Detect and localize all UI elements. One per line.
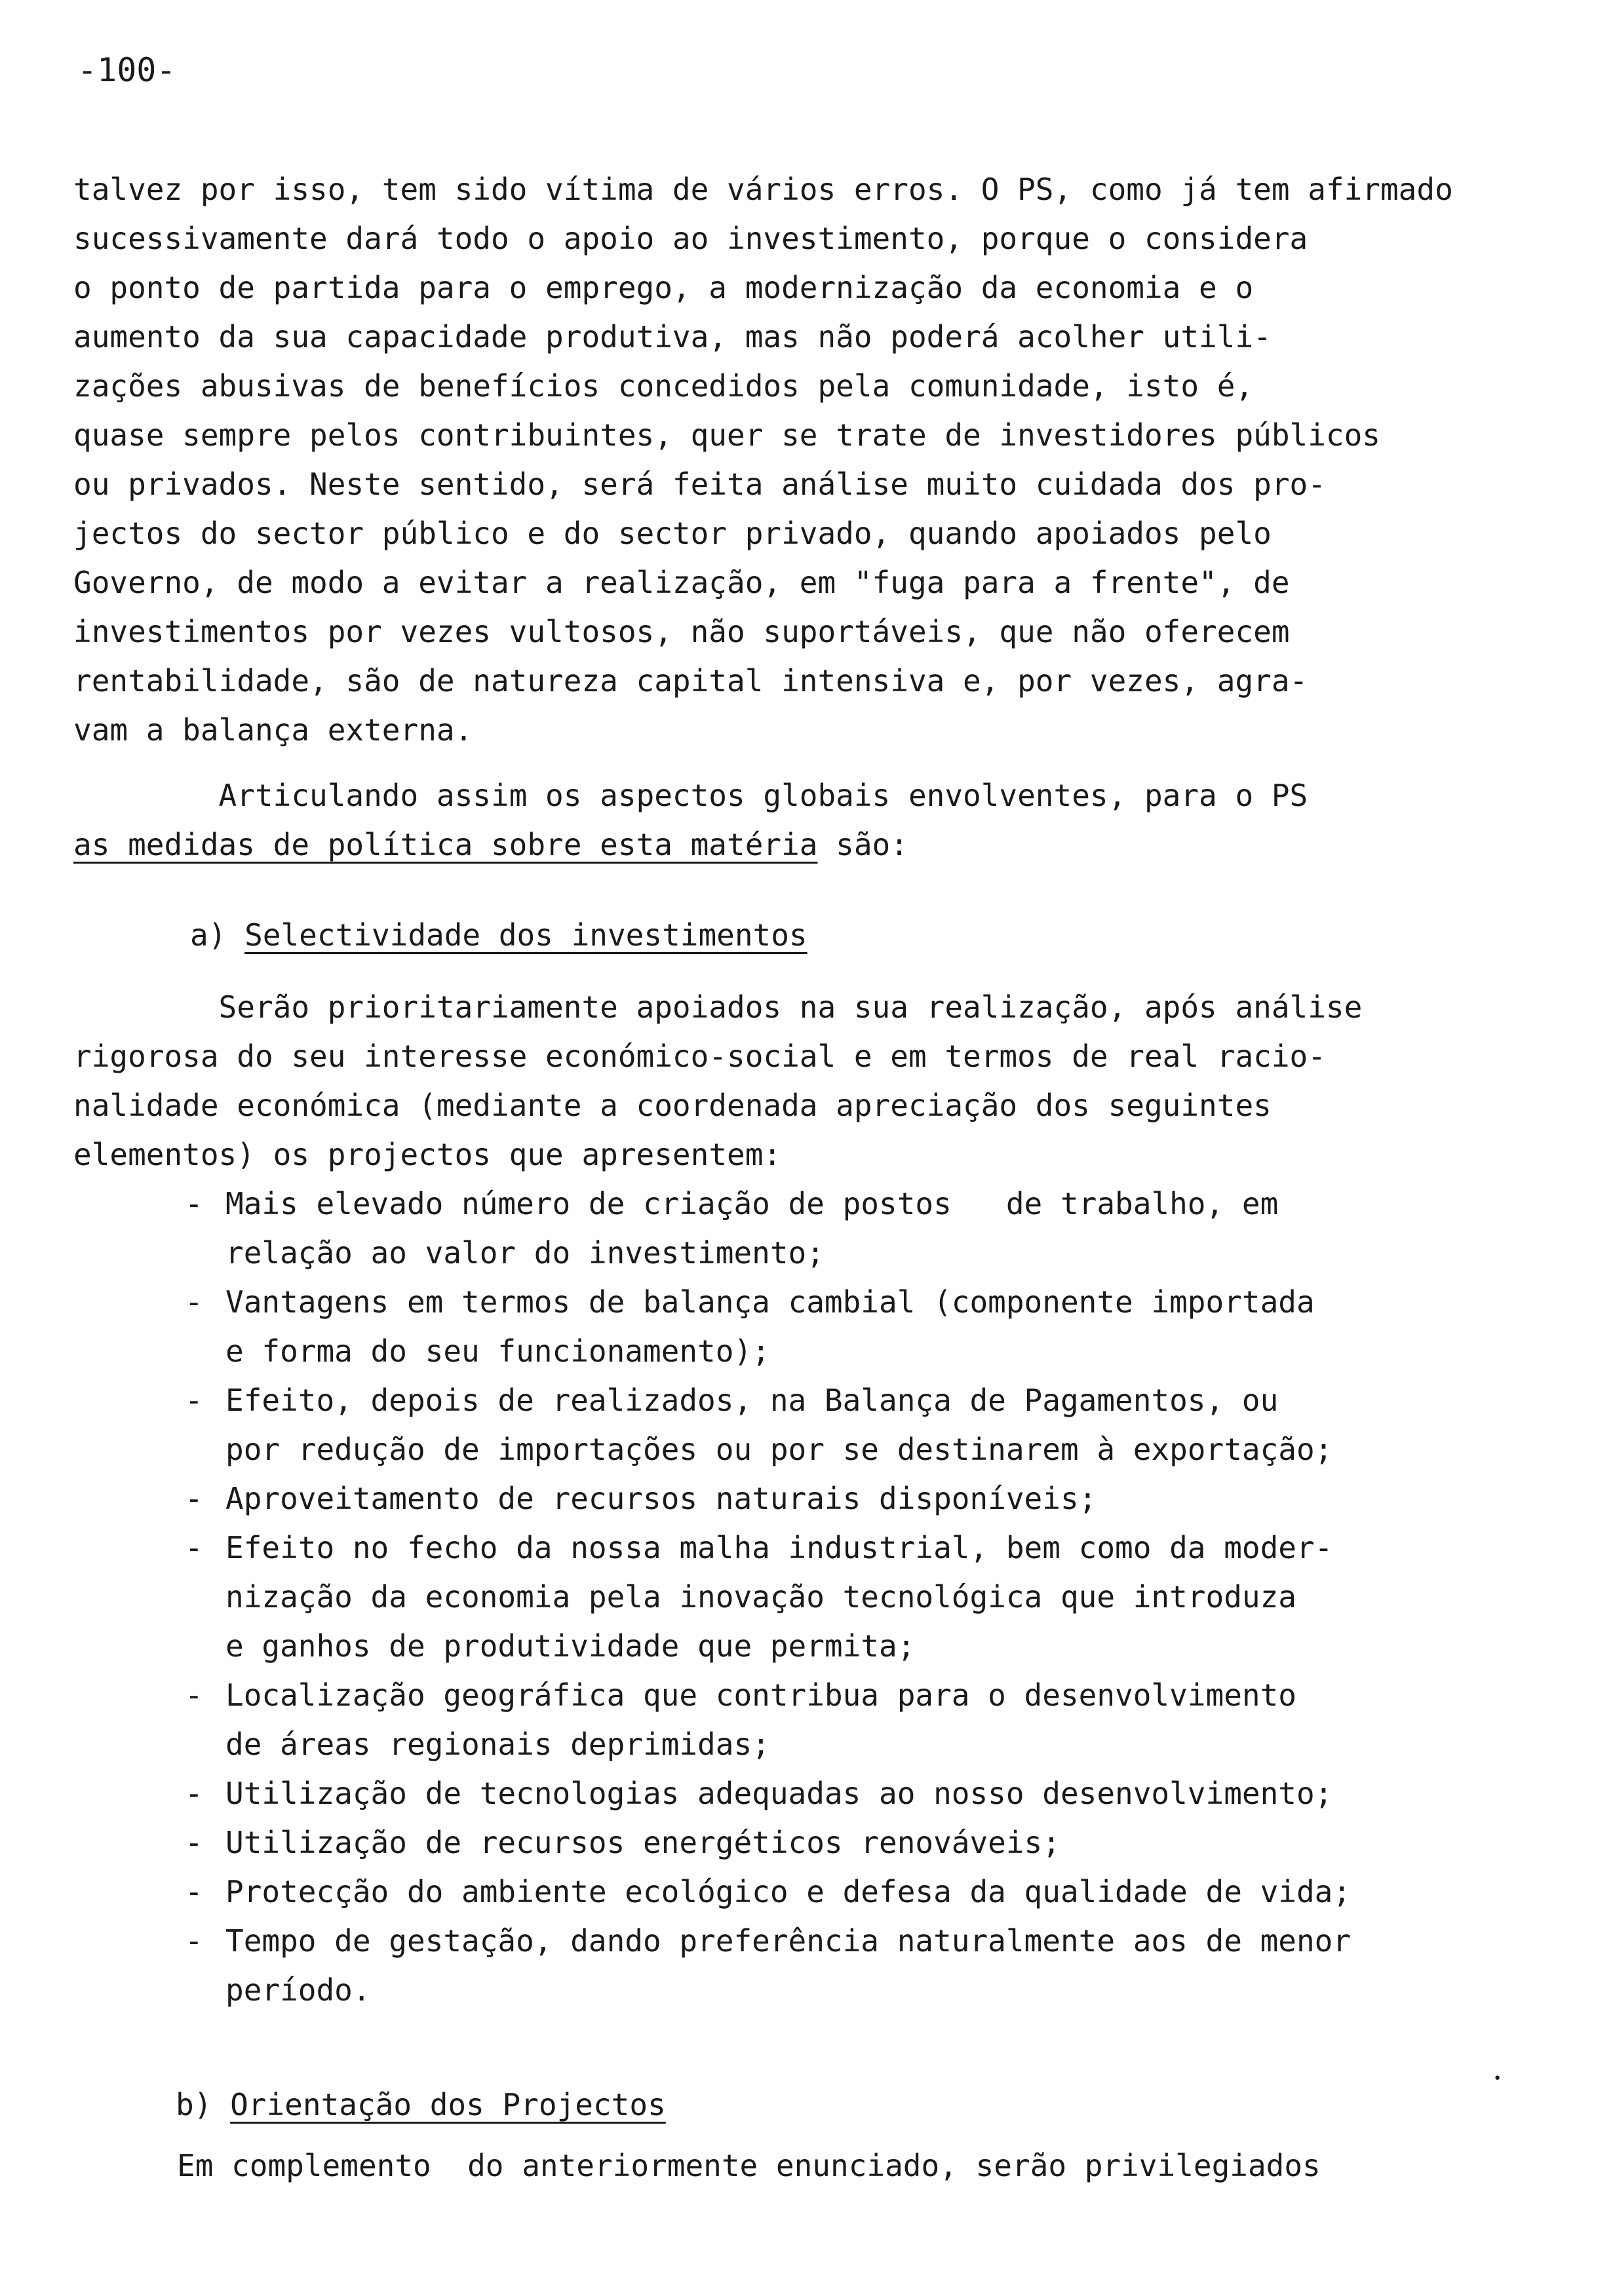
- list-item: [185, 1523, 1496, 1671]
- text-line: investimentos por vezes vultosos, não suportáveis, que não oferecem: [73, 614, 1290, 649]
- text-line: Utilização de tecnologias adequadas ao nosso desenvolvimento;: [225, 1776, 1333, 1811]
- text-line: Efeito no fecho da nossa malha industrial, bem como da moder-: [225, 1530, 1333, 1565]
- text-line: nalidade económica (mediante a coordenada apreciação dos seguintes: [73, 1088, 1272, 1123]
- text-tail: são:: [817, 827, 908, 862]
- text-line: rentabilidade, são de natureza capital intensiva e, por vezes, agra-: [73, 663, 1308, 698]
- articulando-paragraph: [73, 771, 1502, 870]
- text-line: quase sempre pelos contribuintes, quer se trate de investidores públicos: [73, 417, 1380, 453]
- text-line: Serão prioritariamente apoiados na sua realização, após análise: [73, 989, 1363, 1025]
- section-b-title: Orientação dos Projectos: [230, 2087, 666, 2122]
- section-a-paragraph: [73, 983, 1502, 1179]
- text-line: por redução de importações ou por se destinarem à exportação;: [225, 1432, 1333, 1467]
- text-line: Em complemento do anteriormente enunciado, serão privilegiados: [177, 2148, 1321, 2183]
- criteria-list: [185, 1179, 1496, 2015]
- text-line: Utilização de recursos energéticos renováveis;: [225, 1825, 1060, 1860]
- list-item: [185, 1818, 1496, 1867]
- text-line: Mais elevado número de criação de postos de trabalho, em: [225, 1186, 1279, 1221]
- section-b-paragraph: [177, 2141, 1606, 2191]
- text-line: de áreas regionais deprimidas;: [225, 1727, 770, 1762]
- list-item-text: [225, 1769, 1496, 1818]
- section-a-heading: [190, 917, 808, 953]
- text-line: Articulando assim os aspectos globais envolventes, para o PS: [73, 778, 1308, 813]
- list-item-text: [225, 1278, 1496, 1376]
- list-item: [185, 1917, 1496, 2015]
- bullet-dash: -: [185, 1481, 203, 1516]
- text-line: [73, 820, 1502, 870]
- text-line: rigorosa do seu interesse económico-social e em termos de real racio-: [73, 1039, 1326, 1074]
- list-item: [185, 1474, 1496, 1523]
- bullet-dash: -: [185, 1284, 203, 1320]
- bullet-dash: -: [185, 1677, 203, 1713]
- text-line: zações abusivas de benefícios concedidos pela comunidade, isto é,: [73, 368, 1254, 404]
- list-item-text: [225, 1523, 1496, 1671]
- text-line: relação ao valor do investimento;: [225, 1235, 825, 1271]
- bullet-dash: -: [185, 1530, 203, 1565]
- text-line: Efeito, depois de realizados, na Balança de Pagamentos, ou: [225, 1383, 1279, 1418]
- list-item: [185, 1671, 1496, 1769]
- bullet-dash: -: [185, 1776, 203, 1811]
- text-line: ou privados. Neste sentido, será feita análise muito cuidada dos pro-: [73, 467, 1326, 502]
- text-line: sucessivamente dará todo o apoio ao investimento, porque o considera: [73, 221, 1308, 256]
- list-item-text: [225, 1376, 1496, 1474]
- list-item-text: [225, 1671, 1496, 1769]
- list-item-text: [225, 1867, 1496, 1917]
- text-line: Protecção do ambiente ecológico e defesa da qualidade de vida;: [225, 1874, 1352, 1909]
- text-line: nização da economia pela inovação tecnológica que introduza: [225, 1579, 1296, 1615]
- section-a-prefix: a): [190, 917, 245, 953]
- text-line: Governo, de modo a evitar a realização, em "fuga para a frente", de: [73, 565, 1290, 600]
- section-b-prefix: b): [176, 2087, 231, 2122]
- list-item-text: [225, 1818, 1496, 1867]
- text-line: talvez por isso, tem sido vítima de vários erros. O PS, como já tem afirmado: [73, 172, 1453, 207]
- section-a-title: Selectividade dos investimentos: [244, 917, 808, 953]
- underlined-phrase: as medidas de política sobre esta matéria: [73, 827, 818, 862]
- list-item-text: [225, 1474, 1496, 1523]
- bullet-dash: -: [185, 1383, 203, 1418]
- list-item: [185, 1867, 1496, 1917]
- text-line: e ganhos de produtividade que permita;: [225, 1628, 916, 1664]
- text-line: Aproveitamento de recursos naturais disponíveis;: [225, 1481, 1097, 1516]
- list-item: [185, 1376, 1496, 1474]
- text-line: Localização geográfica que contribua para o desenvolvimento: [225, 1677, 1296, 1713]
- bullet-dash: -: [185, 1825, 203, 1860]
- list-item: [185, 1278, 1496, 1376]
- bullet-dash: -: [185, 1923, 203, 1959]
- bullet-dash: -: [185, 1186, 203, 1221]
- text-line: vam a balança externa.: [73, 712, 473, 748]
- section-b-heading: [176, 2087, 666, 2122]
- list-item-text: [225, 1917, 1496, 2015]
- list-item: [185, 1179, 1496, 1278]
- text-line: Tempo de gestação, dando preferência naturalmente aos de menor: [225, 1923, 1352, 1959]
- list-item: [185, 1769, 1496, 1818]
- text-line: o ponto de partida para o emprego, a modernização da economia e o: [73, 270, 1254, 305]
- text-line: jectos do sector público e do sector privado, quando apoiados pelo: [73, 516, 1272, 551]
- stray-mark: •: [1493, 2071, 1502, 2087]
- text-line: aumento da sua capacidade produtiva, mas não poderá acolher utili-: [73, 319, 1272, 354]
- page-number: -100-: [77, 51, 176, 89]
- text-line: elementos) os projectos que apresentem:: [73, 1137, 782, 1172]
- text-line: e forma do seu funcionamento);: [225, 1333, 770, 1369]
- list-item-text: [225, 1179, 1496, 1278]
- text-line: período.: [225, 1972, 371, 2008]
- bullet-dash: -: [185, 1874, 203, 1909]
- text-line: Vantagens em termos de balança cambial (componente importada: [225, 1284, 1315, 1320]
- intro-paragraph: [73, 165, 1502, 755]
